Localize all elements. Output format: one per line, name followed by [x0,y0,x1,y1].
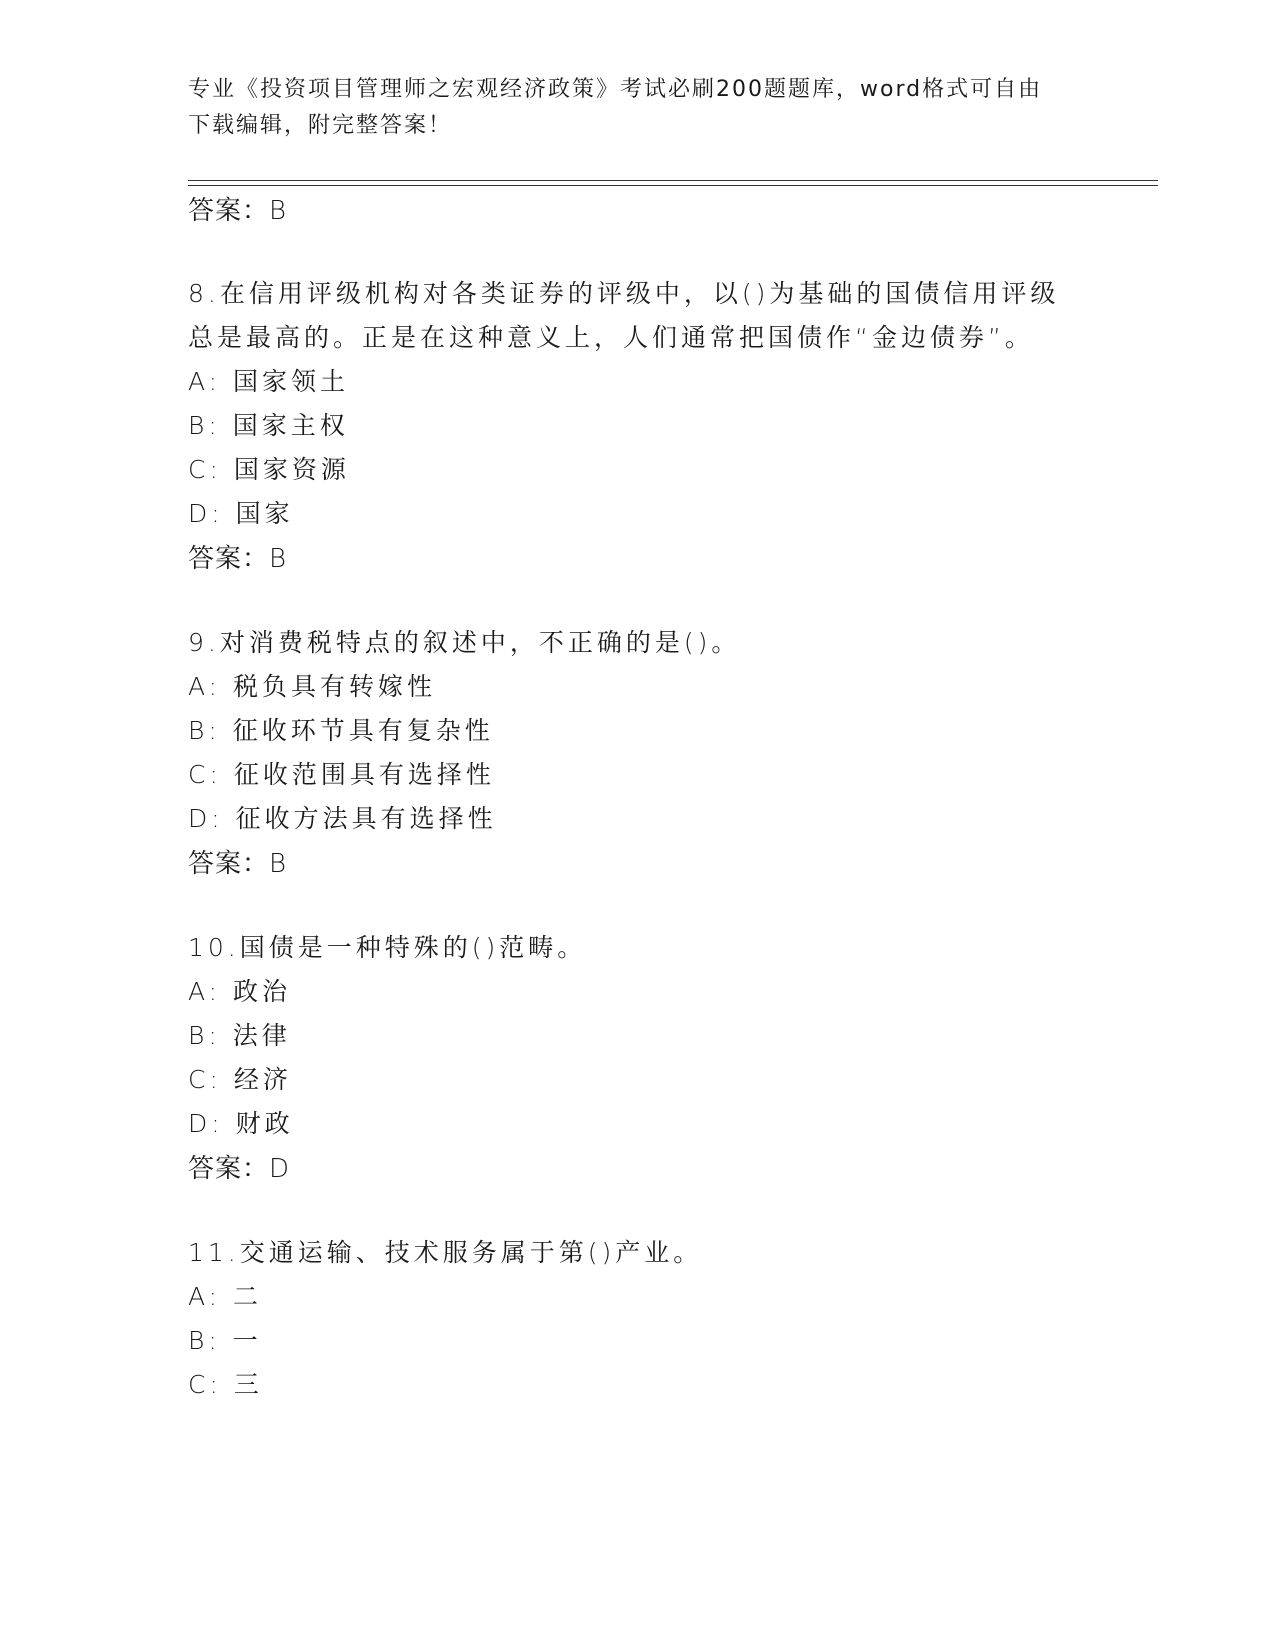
question-9-option-d: D: 征收方法具有选择性 [188,804,497,833]
question-11-option-c: C: 三 [188,1370,263,1399]
question-8-option-c: C: 国家资源 [188,455,350,484]
header-line-2: 下载编辑，附完整答案！ [188,113,453,138]
question-8-answer: 答案：B [188,544,288,574]
header-line-1: 专业《投资项目管理师之宏观经济政策》考试必刷200题题库，word格式可自由 [188,77,1043,102]
question-10-option-d: D: 财政 [188,1109,294,1138]
document-header [188,72,1088,144]
question-10-option-b: B: 法律 [188,1021,291,1050]
question-8-stem-line-1: 8.在信用评级机构对各类证券的评级中，以()为基础的国债信用评级 [188,279,1060,308]
question-9-option-c: C: 征收范围具有选择性 [188,760,495,789]
question-8-option-b: B: 国家主权 [188,411,349,440]
question-9-option-b: B: 征收环节具有复杂性 [188,716,494,745]
question-8-option-a: A: 国家领土 [188,367,350,396]
previous-answer: 答案：B [188,196,288,226]
question-11-option-a: A: 二 [188,1282,263,1311]
header-rule-bottom [188,185,1158,186]
question-11-stem: 11.交通运输、技术服务属于第()产业。 [188,1238,703,1267]
question-10-stem: 10.国债是一种特殊的()范畴。 [188,933,587,962]
question-8-stem-line-2: 总是最高的。正是在这种意义上，人们通常把国债作“金边债券”。 [188,323,1034,352]
question-11-option-b: B: 一 [188,1326,262,1355]
question-10-answer: 答案：D [188,1154,291,1184]
question-9-option-a: A: 税负具有转嫁性 [188,672,437,701]
header-rule-top [188,180,1158,181]
question-10-option-a: A: 政治 [188,977,292,1006]
question-10-option-c: C: 经济 [188,1065,292,1094]
question-9-stem: 9.对消费税特点的叙述中，不正确的是()。 [188,628,741,657]
question-8-option-d: D: 国家 [188,499,294,528]
question-9-answer: 答案：B [188,849,288,879]
